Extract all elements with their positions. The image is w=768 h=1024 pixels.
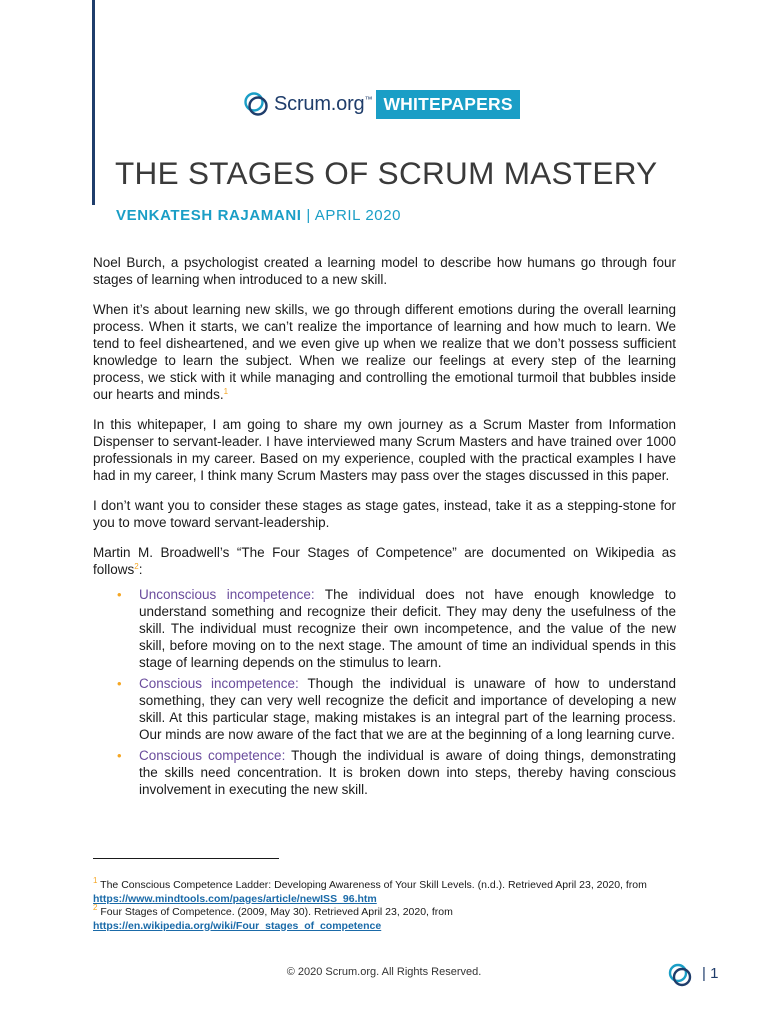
footnote-link-wikipedia[interactable]: https://en.wikipedia.org/wiki/Four_stages_of_competence [93,919,382,932]
publish-date: APRIL 2020 [314,207,402,224]
left-accent-rule [92,0,95,205]
paragraph-2-text: When it’s about learning new skills, we go through different emotions during the overall learning process. When it starts, we can’t realize the importance of learning and how much to learn. We tend to feel disheartened, and we even give up when we realize that we don’t possess sufficient knowledge to learn the subject. When we realize our feelings at every step of the learning process, we stick with it while managing and controlling the emotional turmoil that bubbles inside our hearts and minds. [93,302,676,402]
byline-separator: | [301,207,315,224]
scrum-org-logo [243,88,520,120]
scrum-logo-icon [243,91,269,117]
stage-term: Conscious competence: [139,748,286,763]
paragraph-1-text: Noel Burch, a psychologist created a learning model to describe how humans go through four stages of learning when introduced to a new skill. [93,255,676,287]
copyright-text: © 2020 Scrum.org. All Rights Reserved. [286,966,482,978]
footnote-ref-2: 2 [134,562,139,571]
paragraph-5-end: : [138,562,143,577]
byline [116,207,401,224]
bullet-icon: • [117,676,122,691]
list-item [93,586,676,671]
paragraph-4-text: I don’t want you to consider these stages as stage gates, instead, take it as a stepping-stone for you to move toward servant-leadership. [93,498,676,530]
footnote-link-mindtools[interactable]: https://www.mindtools.com/pages/article/newISS_96.htm [93,892,377,905]
author-name: VENKATESH RAJAMANI [116,207,302,224]
bullet-icon: • [117,748,122,763]
footnote-number: 1 [93,876,98,885]
stage-term: Unconscious incompetence: [139,587,315,602]
bullet-icon: • [117,587,122,602]
paragraph-3-text: In this whitepaper, I am going to share my own journey as a Scrum Master from Information Dispenser to servant-leader. I have interviewed many Scrum Masters and have trained over 1000 professionals in my career. Based on my experience, coupled with the practical examples I have had in my career, I think many Scrum Masters may pass over the stages discussed in this paper. [93,417,676,483]
paragraph-2 [93,301,676,403]
stage-description: The individual does not have enough knowledge to understand something and recognize their deficit. They may deny the usefulness of the skill. The individual must recognize their own incompetence, and the value of the new skill, before moving on to the next stage. The amount of time an individual spends in this stage of learning depends on the stimulus to learn. [139,587,677,670]
document-body [93,254,676,802]
whitepapers-tag: WHITEPAPERS [376,90,519,119]
footnote-text: Four Stages of Competence. (2009, May 30). Retrieved April 23, 2020, from [97,906,453,918]
paragraph-3 [93,416,676,484]
footnotes [93,876,676,933]
competence-stages-list [93,578,676,798]
paragraph-4 [93,497,676,531]
document-title: THE STAGES OF SCRUM MASTERY [115,155,658,191]
footnote-1 [93,876,676,906]
stage-description: Though the individual is aware of doing things, demonstrating the skills need concentration. It is broken down into steps, thereby having conscious involvement in executing the new skill. [139,748,676,797]
paragraph-5 [93,544,676,578]
footnote-text: The Conscious Competence Ladder: Developing Awareness of Your Skill Levels. (n.d.). Retrieved April 23, 2020, from [97,879,647,891]
paragraph-1 [93,254,676,288]
stage-term: Conscious incompetence: [139,676,299,691]
trademark-mark: ™ [364,94,373,104]
list-item [93,747,676,798]
footnote-number: 2 [93,903,98,912]
list-item [93,675,676,743]
brand-name: Scrum.org [274,92,365,115]
footnote-2 [93,903,676,933]
page-number: | 1 [702,965,719,982]
scrum-logo-icon [667,962,693,988]
footnote-ref-1: 1 [223,387,229,396]
footnote-divider [93,858,279,859]
stage-description: Though the individual is unaware of how to understand something, they can very well recognize the deficit and importance of developing a new skill. At this particular stage, making mistakes is an integral part of the learning process. Our minds are now aware of the fact that we are at the beginning of a long learning curve. [139,676,676,742]
paragraph-5-text: Martin M. Broadwell’s “The Four Stages of Competence” are documented on Wikipedia as follows [93,545,676,577]
